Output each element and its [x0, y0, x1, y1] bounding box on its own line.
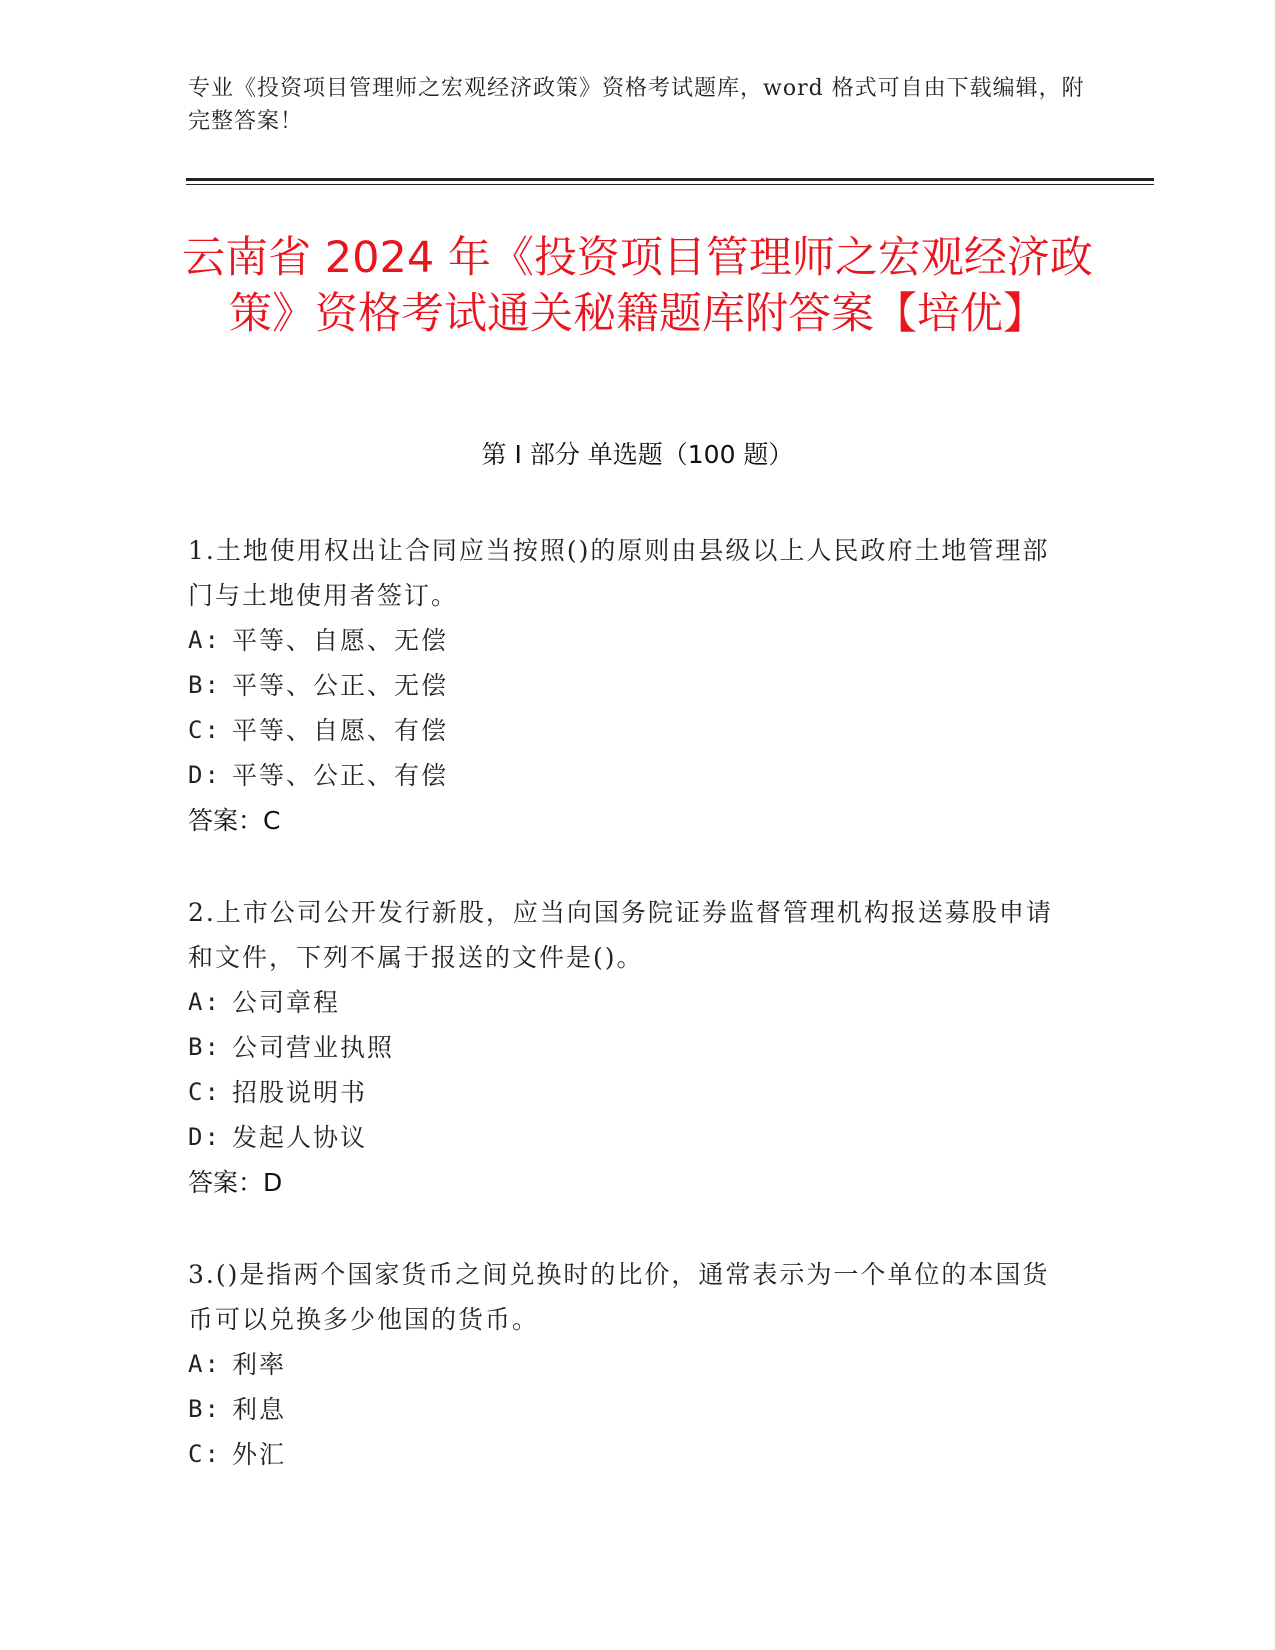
option-text: 利息 — [232, 1395, 287, 1424]
question-stem: 1.土地使用权出让合同应当按照()的原则由县级以上人民政府土地管理部门与土地使用者签订。 — [188, 536, 1050, 610]
question-stem: 3.()是指两个国家货币之间兑换时的比价，通常表示为一个单位的本国货币可以兑换多少他国的货币。 — [188, 1260, 1050, 1334]
question-stem: 2.上市公司公开发行新股，应当向国务院证券监督管理机构报送募股申请和文件，下列不属于报送的文件是()。 — [188, 898, 1053, 972]
answer: 答案：D — [188, 1168, 283, 1197]
option-letter: D: — [188, 1123, 221, 1151]
option-letter: B: — [188, 1395, 221, 1423]
option-text: 平等、公正、有偿 — [232, 761, 449, 790]
option-letter: C: — [188, 1440, 221, 1468]
option-a — [188, 980, 1068, 1025]
header-note: 专业《投资项目管理师之宏观经济政策》资格考试题库，word 格式可自由下载编辑，附完整答案！ — [188, 76, 1085, 134]
option-a — [188, 618, 1068, 663]
option-d — [188, 1115, 1068, 1160]
answer: 答案：C — [188, 806, 281, 835]
option-text: 外汇 — [232, 1440, 287, 1469]
option-letter: C: — [188, 716, 221, 744]
option-text: 平等、公正、无偿 — [232, 671, 449, 700]
question-2 — [188, 890, 1068, 1205]
option-letter: A: — [188, 626, 221, 654]
option-b — [188, 663, 1068, 708]
option-c — [188, 1070, 1068, 1115]
option-letter: D: — [188, 761, 221, 789]
document-title: 云南省 2024 年《投资项目管理师之宏观经济政策》资格考试通关秘籍题库附答案【培优】 — [182, 233, 1093, 339]
section-title: 第 I 部分 单选题（100 题） — [481, 440, 794, 469]
option-letter: A: — [188, 1350, 221, 1378]
question-1 — [188, 528, 1068, 843]
option-letter: B: — [188, 1033, 221, 1061]
option-c — [188, 1432, 1068, 1477]
question-3 — [188, 1252, 1068, 1477]
header-divider-thick — [186, 178, 1154, 181]
option-c — [188, 708, 1068, 753]
option-letter: A: — [188, 988, 221, 1016]
header-divider-thin — [186, 184, 1154, 185]
option-a — [188, 1342, 1068, 1387]
option-text: 公司章程 — [232, 988, 341, 1017]
option-text: 招股说明书 — [232, 1078, 368, 1107]
option-letter: B: — [188, 671, 221, 699]
option-text: 利率 — [232, 1350, 287, 1379]
option-letter: C: — [188, 1078, 221, 1106]
option-text: 发起人协议 — [232, 1123, 368, 1152]
option-text: 平等、自愿、无偿 — [232, 626, 449, 655]
option-text: 平等、自愿、有偿 — [232, 716, 449, 745]
option-d — [188, 753, 1068, 798]
option-b — [188, 1025, 1068, 1070]
option-b — [188, 1387, 1068, 1432]
option-text: 公司营业执照 — [232, 1033, 395, 1062]
